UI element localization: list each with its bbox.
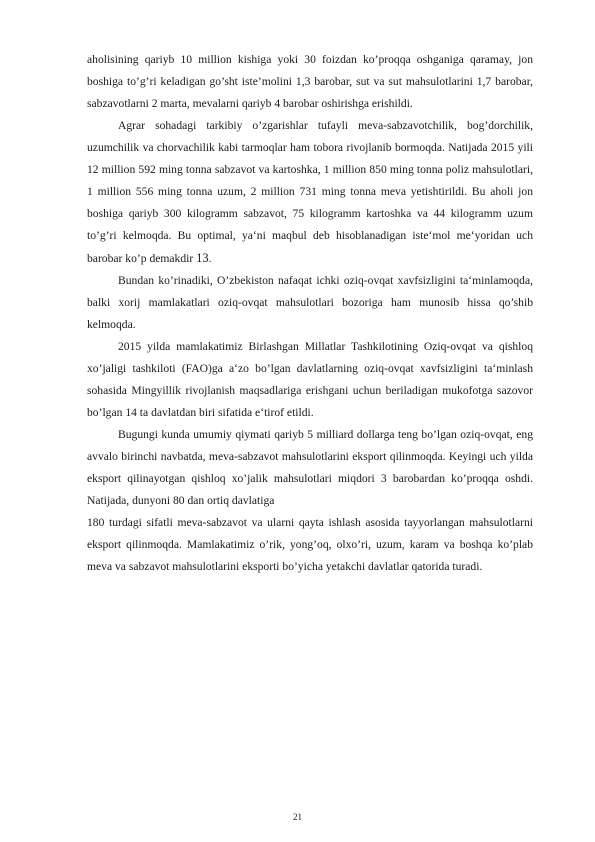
paragraph-text: Agrar sohadagi tarkibiy o’zgarishlar tufayli meva-sabzavotchilik, bog’dorchilik, uzumchilik va chorvachilik kabi tarmoqlar ham tobora rivojlanib bormoqda. Natijada 2015 yili 12 million 592 ming tonna sabzavot va kartoshka, 1 million 850 ming tonna poliz mahsulotlari, 1 million 556 ming tonna uzum, 2 million 731 ming tonna meva yetishtirildi. Bu aholi jon boshiga qariyb 300 kilogramm sabzavot, 75 kilogramm kartoshka va 44 kilogramm uzum to’g’ri kelmoqda. Bu optimal, ya‘ni maqbul deb hisoblanadigan iste‘mol me‘yoridan uch barobar ko’p demakdir <box>87 119 533 265</box>
paragraph-consumption-growth <box>87 49 533 115</box>
paragraph-agrarian-changes <box>87 115 533 270</box>
paragraph-text: Bugungi kunda umumiy qiymati qariyb 5 milliard dollarga teng bo’lgan oziq-ovqat, eng avvalo birinchi navbatda, meva-sabzavot mahsulotlarini eksport qilinmoqda. Keyingi uch yilda eksport qilinayotgan qishloq xo’jalik mahsulotlari miqdori 3 barobardan ko’proqqa oshdi. Natijada, dunyoni 80 dan ortiq davlatiga <box>87 428 533 507</box>
paragraph-export-products <box>87 512 533 578</box>
paragraph-text: aholisining qariyb 10 million kishiga yoki 30 foizdan ko’proqqa oshganiga qaramay, jon boshiga to’g’ri keladigan go’sht iste’molini 1,3 barobar, sut va sut mahsulotlarini 1,7 barobar, sabzavotlarni 2 marta, mevalarni qariyb 4 barobar oshirishga erishildi. <box>87 53 533 110</box>
paragraph-text: 180 turdagi sifatli meva-sabzavot va ularni qayta ishlash asosida tayyorlangan mahsulotlarni eksport qilinmoqda. Mamlakatimiz o’rik, yong’oq, olxo’ri, uzum, karam va boshqa ko’plab meva va sabzavot mahsulotlarini eksporti bo’yicha yetakchi davlatlar qatorida turadi. <box>87 516 533 573</box>
footnote-reference: 13 <box>196 251 209 265</box>
paragraph-export-value <box>87 424 533 512</box>
document-body <box>87 49 533 578</box>
paragraph-text: 2015 yilda mamlakatimiz Birlashgan Millatlar Tashkilotining Oziq-ovqat va qishloq xo’jaligi tashkiloti (FAO)ga a‘zo bo’lgan davlatlarning oziq-ovqat xavfsizligini ta‘minlash sohasida Mingyillik rivojlanish maqsadlariga erishgani uchun beriladigan mukofotga sazovor bo’lgan 14 ta davlatdan biri sifatida e‘tirof etildi. <box>87 340 533 419</box>
paragraph-food-security <box>87 270 533 336</box>
paragraph-text: Bundan ko’rinadiki, O’zbekiston nafaqat ichki oziq-ovqat xavfsizligini ta‘minlamoqda, balki xorij mamlakatlari oziq-ovqat mahsulotlari bozoriga ham munosib hissa qo’shib kelmoqda. <box>87 274 533 331</box>
page-number: 21 <box>293 812 302 822</box>
paragraph-tail: . <box>208 252 212 265</box>
paragraph-fao-award <box>87 336 533 424</box>
